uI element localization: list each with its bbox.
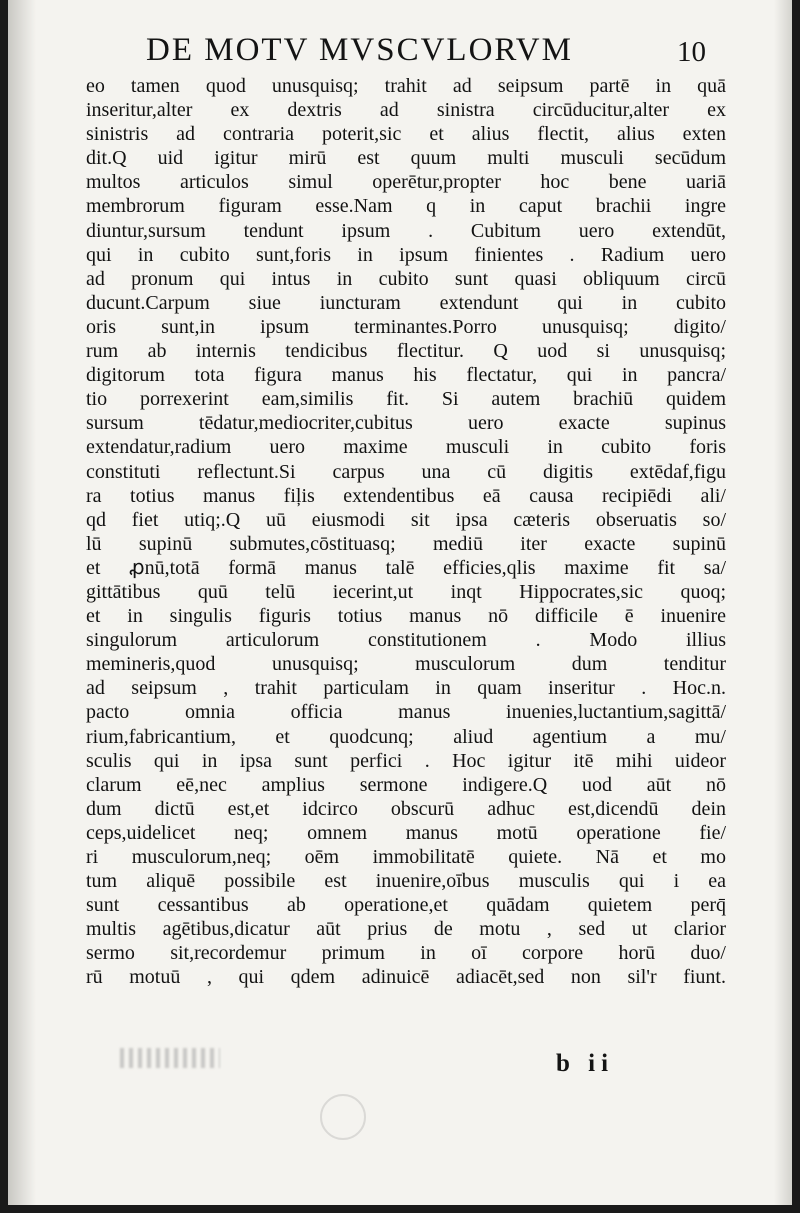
page-header xyxy=(146,32,706,76)
show-through-bleed xyxy=(120,1048,220,1068)
signature-mark: b ii xyxy=(556,1050,615,1077)
text-line: memineris,quod unusquisq; musculorum dum tenditur xyxy=(86,653,726,676)
text-line: rium,fabricantium, et quodcunq; aliud agentium a mu/ xyxy=(86,725,726,748)
text-line: ceps,uidelicet neq; omnem manus motū operatione fie/ xyxy=(86,821,726,844)
text-line: clarum eē,nec amplius sermone indigere.Q uod aūt nō xyxy=(86,773,726,796)
text-line: et ꝓnū,totā formā manus talē efficies,qlis maxime fit sa/ xyxy=(86,556,726,579)
text-line: multos articulos simul operētur,propter hoc bene uariā xyxy=(86,171,726,194)
text-line: tum aliquē possibile est inuenire,oībus musculis qui i ea xyxy=(86,870,726,893)
text-line: ducunt.Carpum siue iuncturam extendunt qui in cubito xyxy=(86,291,726,314)
text-line: sursum tēdatur,mediocriter,cubitus uero exacte supinus xyxy=(86,412,726,435)
text-line: tio porrexerint eam,similis fit. Si autem brachiū quidem xyxy=(86,388,726,411)
page-number: 10 xyxy=(677,36,706,68)
text-line: sunt cessantibus ab operatione,et quādam quietem perq̄ xyxy=(86,894,726,917)
text-line: inseritur,alter ex dextris ad sinistra circūducitur,alter ex xyxy=(86,99,726,122)
paper-stain xyxy=(320,1094,366,1140)
body-text xyxy=(86,74,726,990)
text-line: ad seipsum , trahit particulam in quam inseritur . Hoc.n. xyxy=(86,677,726,700)
text-line: et in singulis figuris totius manus nō difficile ē inuenire xyxy=(86,605,726,628)
text-line: sermo sit,recordemur primum in oī corpore horū duo/ xyxy=(86,942,726,965)
text-line: rū motuū , qui qdem adinuicē adiacēt,sed non sil'r fiunt. xyxy=(86,966,726,989)
text-line: multis agētibus,dicatur aūt prius de motu , sed ut clarior xyxy=(86,918,726,941)
text-line: lū supinū submutes,cōstituasq; mediū iter exacte supinū xyxy=(86,532,726,555)
text-line: pacto omnia officia manus inuenies,luctantium,sagittā/ xyxy=(86,701,726,724)
text-line: dum dictū est,et idcirco obscurū adhuc est,dicendū dein xyxy=(86,797,726,820)
text-line: eo tamen quod unusquisq; trahit ad seipsum partē in quā xyxy=(86,75,726,97)
text-line: gittātibus quū telū iecerint,ut inqt Hippocrates,sic quoq; xyxy=(86,580,726,603)
text-line: sinistris ad contraria poterit,sic et alius flectit, alius exten xyxy=(86,123,726,146)
text-line: dit.Q uid igitur mirū est quum multi musculi secūdum xyxy=(86,147,726,170)
text-line: sculis qui in ipsa sunt perfici . Hoc igitur itē mihi uideor xyxy=(86,749,726,772)
text-line: ra totius manus fiļis extendentibus eā causa recipiēdi ali/ xyxy=(86,484,726,507)
text-line: digitorum tota figura manus his flectatur, qui in pancra/ xyxy=(86,364,726,387)
text-line: ri musculorum,neq; oēm immobilitatē quiete. Nā et mo xyxy=(86,846,726,868)
text-line: rum ab internis tendicibus flectitur. Q uod si unusquisq; xyxy=(86,340,726,363)
book-page xyxy=(8,0,792,1205)
text-line: diuntur,sursum tendunt ipsum . Cubitum uero extendūt, xyxy=(86,219,726,242)
text-line: constituti reflectunt.Si carpus una cū digitis extēdaf,figu xyxy=(86,460,726,483)
running-title: DE MOTV MVSCVLORVM xyxy=(146,32,573,68)
text-line: membrorum figuram esse.Nam q in caput brachii ingre xyxy=(86,195,726,218)
text-line: qui in cubito sunt,foris in ipsum finientes . Radium uero xyxy=(86,243,726,266)
text-line: ad pronum qui intus in cubito sunt quasi obliquum circū xyxy=(86,267,726,290)
text-line: extendatur,radium uero maxime musculi in cubito foris xyxy=(86,436,726,459)
text-line: oris sunt,in ipsum terminantes.Porro unusquisq; digito/ xyxy=(86,315,726,338)
text-line: qd fiet utiq;.Q uū eiusmodi sit ipsa cæteris obseruatis so/ xyxy=(86,508,726,531)
text-line: singulorum articulorum constitutionem . Modo illius xyxy=(86,629,726,652)
